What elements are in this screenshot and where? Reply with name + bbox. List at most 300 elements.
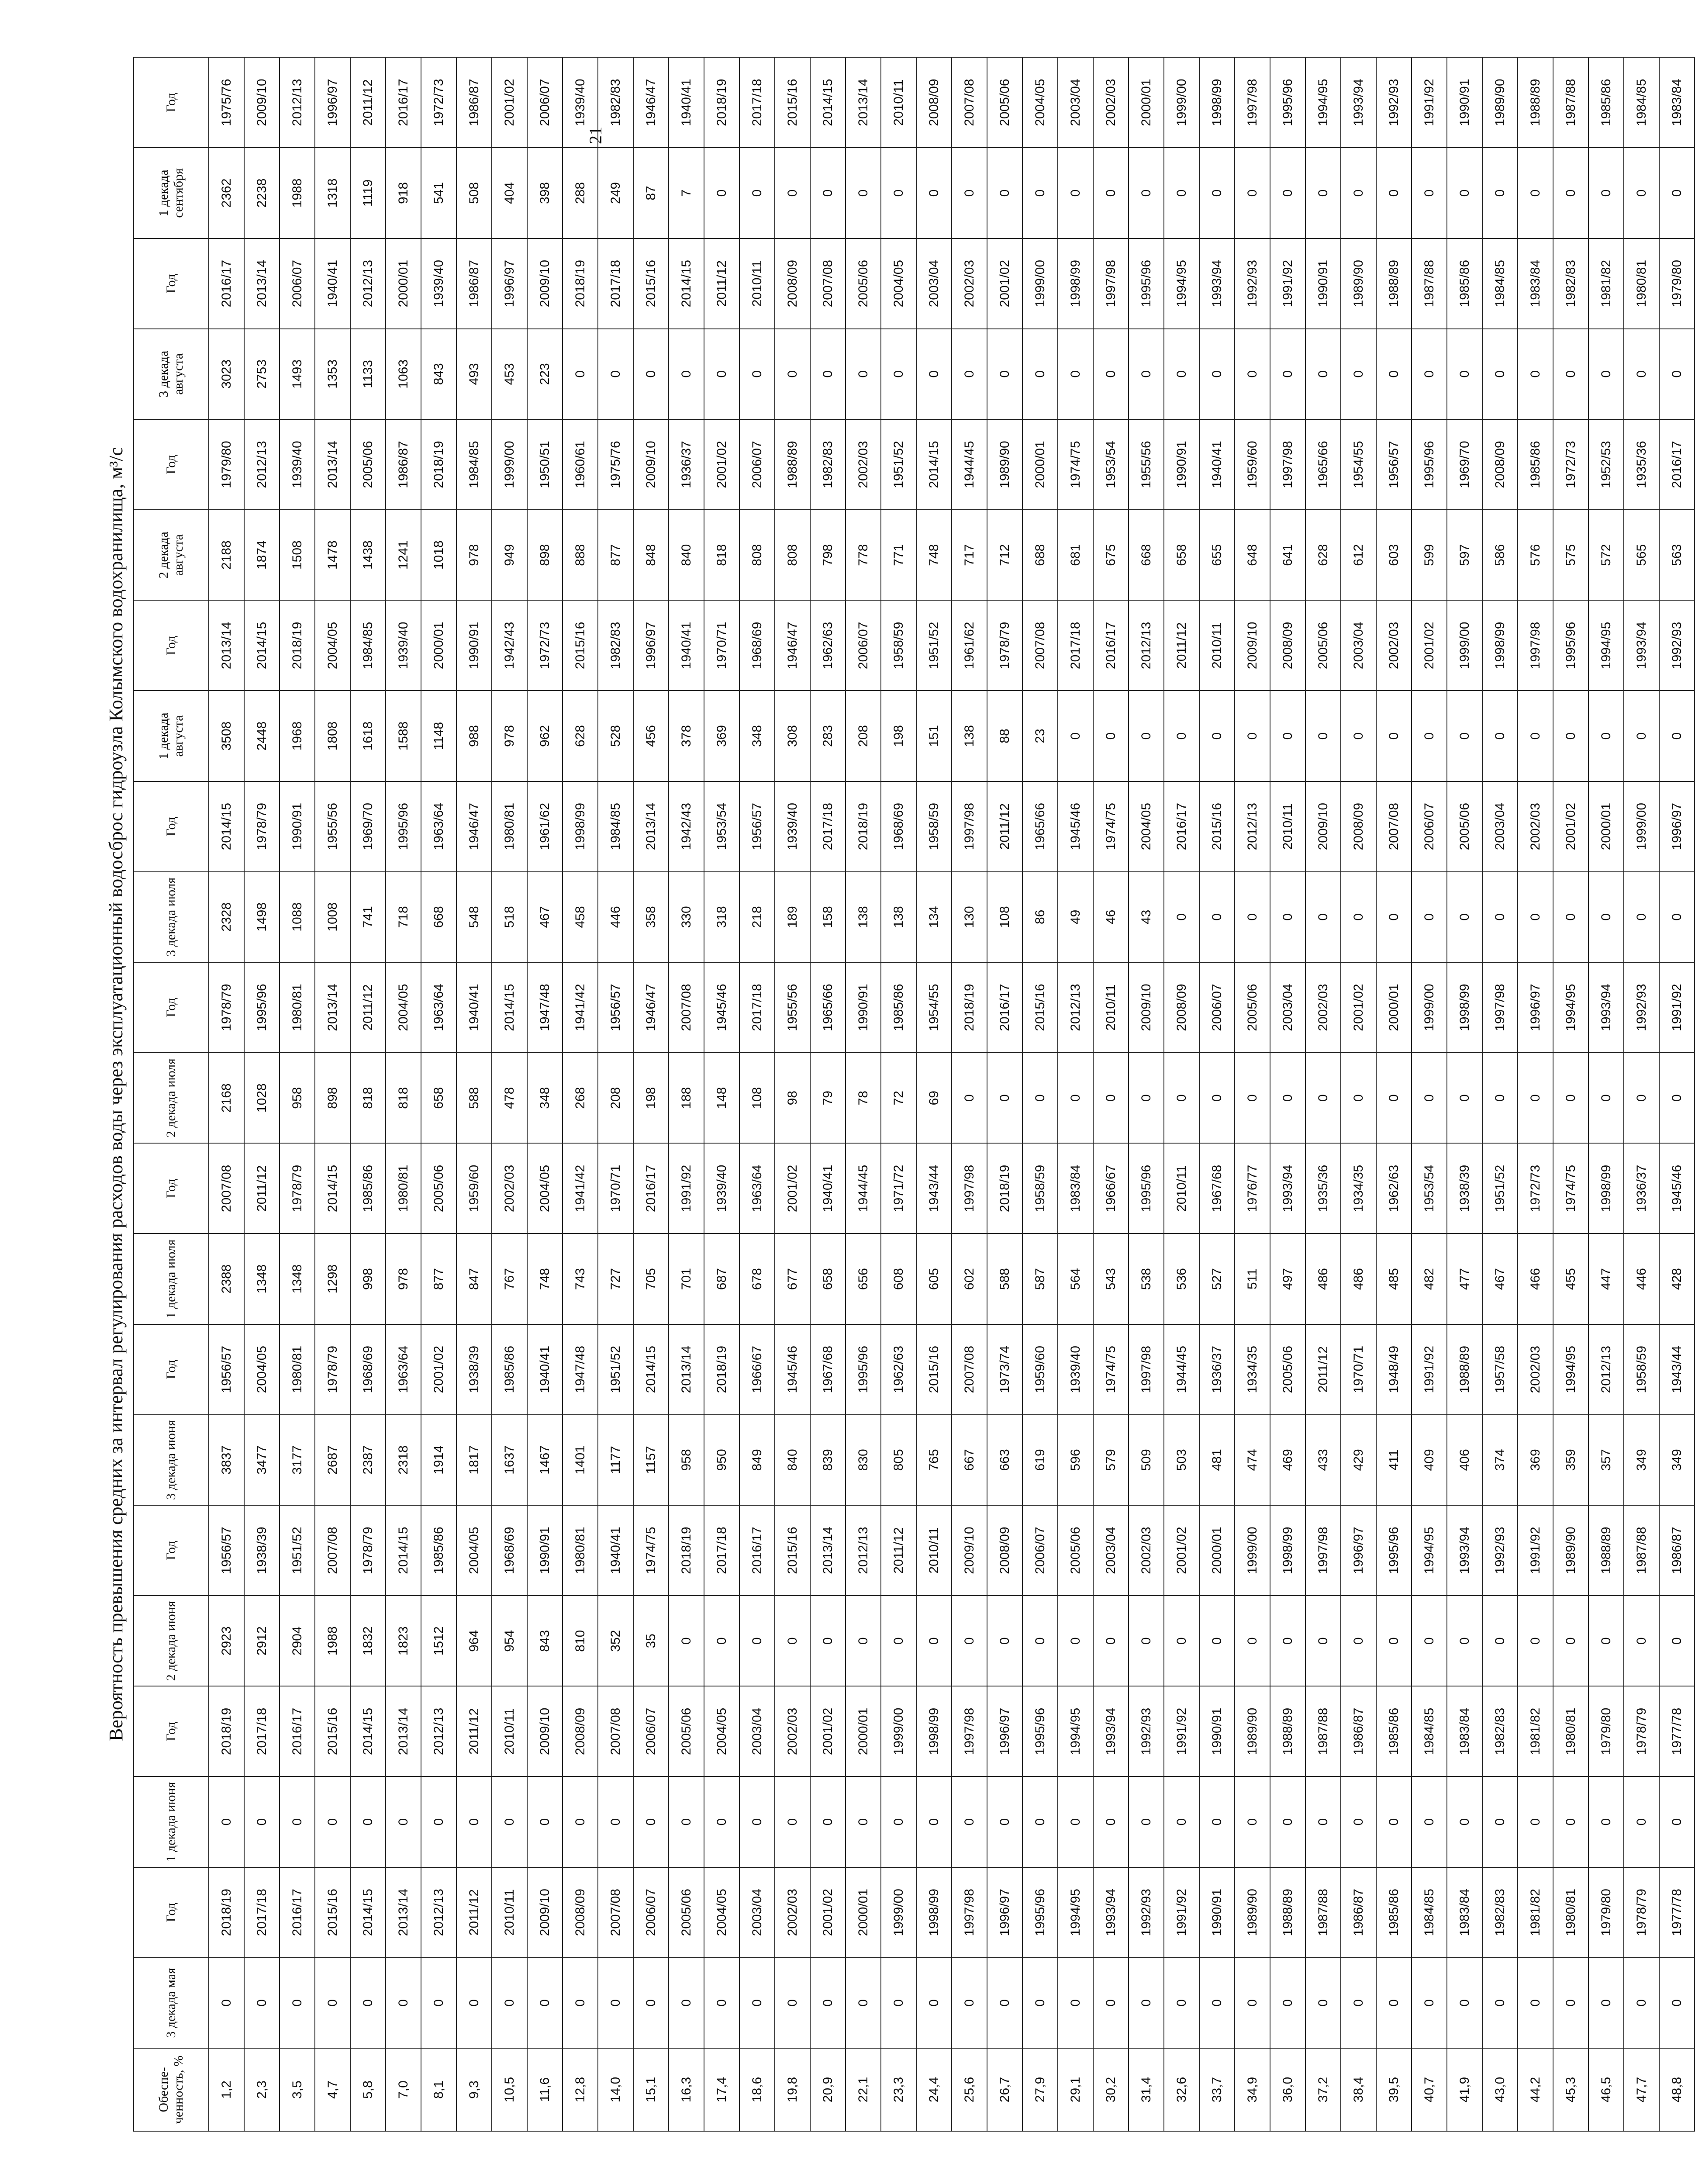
discharge-cell: 1823 xyxy=(386,1596,421,1686)
probability-cell: 3,5 xyxy=(280,2048,315,2131)
year-cell: 1998/99 xyxy=(1058,238,1093,329)
year-cell: 1986/87 xyxy=(456,57,492,148)
discharge-cell: 587 xyxy=(1022,1234,1058,1324)
discharge-cell: 0 xyxy=(916,1596,952,1686)
discharge-cell: 497 xyxy=(1270,1234,1305,1324)
year-cell: 1967/68 xyxy=(810,1324,846,1415)
year-cell: 1995/96 xyxy=(1129,1143,1164,1234)
discharge-cell: 348 xyxy=(527,1053,563,1143)
discharge-cell: 0 xyxy=(1235,1776,1270,1867)
table-row xyxy=(1058,57,1093,2131)
table-row xyxy=(1235,57,1270,2131)
discharge-cell: 1157 xyxy=(633,1415,669,1505)
discharge-cell: 3023 xyxy=(209,329,244,419)
discharge-cell: 268 xyxy=(563,1053,598,1143)
discharge-cell: 0 xyxy=(1093,329,1129,419)
year-cell: 2007/08 xyxy=(952,1324,987,1415)
discharge-cell: 0 xyxy=(1164,1053,1199,1143)
year-cell: 1936/37 xyxy=(669,419,704,510)
discharge-cell: 588 xyxy=(456,1053,492,1143)
year-cell: 2018/19 xyxy=(846,781,881,872)
probability-cell: 38,4 xyxy=(1341,2048,1376,2131)
year-cell: 1995/96 xyxy=(386,781,421,872)
discharge-cell: 0 xyxy=(704,1776,739,1867)
discharge-cell: 0 xyxy=(952,1776,987,1867)
column-header: 1 декада сентября xyxy=(134,148,209,238)
table-row xyxy=(952,57,987,2131)
discharge-cell: 0 xyxy=(1022,1958,1058,2048)
discharge-cell: 0 xyxy=(1659,1958,1695,2048)
year-cell: 1980/81 xyxy=(280,962,315,1053)
table-row xyxy=(386,57,421,2131)
year-cell: 1987/88 xyxy=(1412,238,1447,329)
year-cell: 1956/57 xyxy=(209,1324,244,1415)
year-cell: 2010/11 xyxy=(1093,962,1129,1053)
discharge-cell: 608 xyxy=(881,1234,916,1324)
year-cell: 1966/67 xyxy=(1093,1143,1129,1234)
year-cell: 2013/14 xyxy=(209,600,244,691)
discharge-cell: 743 xyxy=(563,1234,598,1324)
year-cell: 1994/95 xyxy=(1553,962,1588,1053)
discharge-cell: 1508 xyxy=(280,510,315,600)
discharge-cell: 0 xyxy=(1022,1596,1058,1686)
year-cell: 2014/15 xyxy=(810,57,846,148)
year-cell: 2008/09 xyxy=(1270,600,1305,691)
discharge-cell: 656 xyxy=(846,1234,881,1324)
probability-cell: 24,4 xyxy=(916,2048,952,2131)
discharge-cell: 0 xyxy=(1588,329,1624,419)
year-cell: 1986/87 xyxy=(1659,1505,1695,1596)
discharge-cell: 0 xyxy=(1341,148,1376,238)
discharge-cell: 1241 xyxy=(386,510,421,600)
year-cell: 2015/16 xyxy=(315,1867,350,1958)
discharge-cell: 548 xyxy=(456,872,492,962)
discharge-cell: 369 xyxy=(1518,1415,1553,1505)
year-cell: 1984/85 xyxy=(598,781,633,872)
discharge-cell: 0 xyxy=(1270,691,1305,781)
year-cell: 2005/06 xyxy=(669,1867,704,1958)
discharge-cell: 847 xyxy=(456,1234,492,1324)
table-row xyxy=(1447,57,1482,2131)
discharge-cell: 0 xyxy=(1270,1958,1305,2048)
discharge-cell: 0 xyxy=(669,329,704,419)
column-header: 3 декада июня xyxy=(134,1415,209,1505)
year-cell: 1985/86 xyxy=(350,1143,386,1234)
year-cell: 2018/19 xyxy=(952,962,987,1053)
discharge-cell: 0 xyxy=(1553,1776,1588,1867)
year-cell: 1943/44 xyxy=(1659,1324,1695,1415)
year-cell: 2008/09 xyxy=(916,57,952,148)
year-cell: 1970/71 xyxy=(598,1143,633,1234)
year-cell: 2004/05 xyxy=(244,1324,280,1415)
discharge-cell: 0 xyxy=(1058,1596,1093,1686)
discharge-cell: 2448 xyxy=(244,691,280,781)
discharge-cell: 0 xyxy=(527,1958,563,2048)
year-cell: 1939/40 xyxy=(280,419,315,510)
year-cell: 1951/52 xyxy=(280,1505,315,1596)
year-cell: 1984/85 xyxy=(1412,1686,1447,1776)
discharge-cell: 1808 xyxy=(315,691,350,781)
discharge-cell: 0 xyxy=(1058,1053,1093,1143)
year-cell: 1934/35 xyxy=(1235,1324,1270,1415)
year-cell: 1967/68 xyxy=(1199,1143,1235,1234)
year-cell: 1993/94 xyxy=(1199,238,1235,329)
year-cell: 1990/91 xyxy=(456,600,492,691)
discharge-cell: 1493 xyxy=(280,329,315,419)
year-cell: 1997/98 xyxy=(1305,1505,1341,1596)
year-cell: 1982/83 xyxy=(1482,1867,1518,1958)
discharge-cell: 138 xyxy=(952,691,987,781)
discharge-cell: 0 xyxy=(1659,1053,1695,1143)
year-cell: 1934/35 xyxy=(1341,1143,1376,1234)
discharge-cell: 0 xyxy=(987,1958,1022,2048)
year-cell: 1978/79 xyxy=(1624,1686,1659,1776)
discharge-cell: 0 xyxy=(916,1776,952,1867)
year-cell: 2000/01 xyxy=(1588,781,1624,872)
year-cell: 1941/42 xyxy=(563,962,598,1053)
discharge-cell: 681 xyxy=(1058,510,1093,600)
discharge-cell: 0 xyxy=(916,329,952,419)
year-cell: 1976/77 xyxy=(1235,1143,1270,1234)
table-row xyxy=(846,57,881,2131)
discharge-cell: 374 xyxy=(1482,1415,1518,1505)
year-cell: 2016/17 xyxy=(386,57,421,148)
year-cell: 2009/10 xyxy=(952,1505,987,1596)
year-cell: 2017/18 xyxy=(244,1867,280,1958)
discharge-cell: 599 xyxy=(1412,510,1447,600)
discharge-cell: 0 xyxy=(1199,691,1235,781)
discharge-cell: 138 xyxy=(881,872,916,962)
year-cell: 2017/18 xyxy=(810,781,846,872)
discharge-cell: 458 xyxy=(563,872,598,962)
discharge-cell: 0 xyxy=(1412,1596,1447,1686)
year-cell: 1985/86 xyxy=(1588,57,1624,148)
table-row xyxy=(916,57,952,2131)
discharge-cell: 954 xyxy=(492,1596,527,1686)
year-cell: 2013/14 xyxy=(386,1686,421,1776)
year-cell: 2008/09 xyxy=(1341,781,1376,872)
discharge-cell: 840 xyxy=(775,1415,810,1505)
discharge-cell: 0 xyxy=(1270,1596,1305,1686)
discharge-cell: 0 xyxy=(1518,1053,1553,1143)
year-cell: 1991/92 xyxy=(1412,1324,1447,1415)
year-cell: 1983/84 xyxy=(1447,1686,1482,1776)
year-cell: 1985/86 xyxy=(881,962,916,1053)
discharge-cell: 0 xyxy=(775,1958,810,2048)
year-cell: 1974/75 xyxy=(1093,781,1129,872)
discharge-cell: 0 xyxy=(1412,329,1447,419)
year-cell: 2001/02 xyxy=(810,1867,846,1958)
year-cell: 1963/64 xyxy=(421,962,456,1053)
year-cell: 2009/10 xyxy=(527,1867,563,1958)
year-cell: 1963/64 xyxy=(421,781,456,872)
year-cell: 2014/15 xyxy=(350,1686,386,1776)
year-cell: 1989/90 xyxy=(1482,57,1518,148)
year-cell: 1954/55 xyxy=(1341,419,1376,510)
year-cell: 1995/96 xyxy=(1022,1867,1058,1958)
year-cell: 2001/02 xyxy=(492,57,527,148)
year-cell: 2015/16 xyxy=(775,57,810,148)
year-cell: 2007/08 xyxy=(598,1686,633,1776)
table-row xyxy=(669,57,704,2131)
discharge-cell: 586 xyxy=(1482,510,1518,600)
year-cell: 1980/81 xyxy=(1624,238,1659,329)
year-cell: 2008/09 xyxy=(987,1505,1022,1596)
discharge-cell: 493 xyxy=(456,329,492,419)
year-cell: 1961/62 xyxy=(527,781,563,872)
year-cell: 1935/36 xyxy=(1305,1143,1341,1234)
discharge-cell: 283 xyxy=(810,691,846,781)
table-row xyxy=(810,57,846,2131)
discharge-cell: 0 xyxy=(1659,148,1695,238)
discharge-cell: 0 xyxy=(1341,1958,1376,2048)
year-cell: 1996/97 xyxy=(633,600,669,691)
year-cell: 2014/15 xyxy=(315,1143,350,1234)
discharge-cell: 658 xyxy=(1164,510,1199,600)
discharge-cell: 830 xyxy=(846,1415,881,1505)
discharge-cell: 2328 xyxy=(209,872,244,962)
year-cell: 2012/13 xyxy=(421,1686,456,1776)
discharge-cell: 808 xyxy=(775,510,810,600)
year-cell: 1987/88 xyxy=(1624,1505,1659,1596)
discharge-cell: 748 xyxy=(916,510,952,600)
discharge-cell: 0 xyxy=(1199,1596,1235,1686)
year-cell: 2005/06 xyxy=(350,419,386,510)
discharge-cell: 0 xyxy=(1518,1958,1553,2048)
year-cell: 2016/17 xyxy=(1164,781,1199,872)
year-cell: 1979/80 xyxy=(1588,1867,1624,1958)
year-cell: 1939/40 xyxy=(421,238,456,329)
year-cell: 2000/01 xyxy=(1022,419,1058,510)
year-cell: 2015/16 xyxy=(315,1686,350,1776)
discharge-cell: 108 xyxy=(739,1053,775,1143)
discharge-cell: 898 xyxy=(527,510,563,600)
discharge-cell: 134 xyxy=(916,872,952,962)
year-cell: 1978/79 xyxy=(350,1505,386,1596)
year-cell: 1978/79 xyxy=(244,781,280,872)
column-header: Год xyxy=(134,962,209,1053)
year-cell: 2007/08 xyxy=(1376,781,1412,872)
discharge-cell: 687 xyxy=(704,1234,739,1324)
year-cell: 1993/94 xyxy=(1588,962,1624,1053)
discharge-cell: 564 xyxy=(1058,1234,1093,1324)
year-cell: 1999/00 xyxy=(1447,600,1482,691)
discharge-cell: 352 xyxy=(598,1596,633,1686)
year-cell: 1982/83 xyxy=(1553,238,1588,329)
discharge-cell: 675 xyxy=(1093,510,1129,600)
discharge-cell: 2388 xyxy=(209,1234,244,1324)
table-row xyxy=(1624,57,1659,2131)
year-cell: 1969/70 xyxy=(1447,419,1482,510)
year-cell: 1996/97 xyxy=(1341,1505,1376,1596)
discharge-cell: 0 xyxy=(280,1958,315,2048)
discharge-cell: 0 xyxy=(1518,148,1553,238)
discharge-cell: 1133 xyxy=(350,329,386,419)
discharge-cell: 0 xyxy=(1482,1596,1518,1686)
column-header: Год xyxy=(134,600,209,691)
discharge-cell: 0 xyxy=(1376,1053,1412,1143)
table-row xyxy=(1412,57,1447,2131)
probability-cell: 46,5 xyxy=(1588,2048,1624,2131)
discharge-cell: 0 xyxy=(1199,1776,1235,1867)
column-header: 3 декада мая xyxy=(134,1958,209,2048)
discharge-cell: 398 xyxy=(527,148,563,238)
year-cell: 1985/86 xyxy=(1518,419,1553,510)
discharge-cell: 0 xyxy=(1341,329,1376,419)
year-cell: 2005/06 xyxy=(987,57,1022,148)
probability-cell: 11,6 xyxy=(527,2048,563,2131)
discharge-cell: 453 xyxy=(492,329,527,419)
discharge-cell: 0 xyxy=(1164,872,1199,962)
table-row xyxy=(775,57,810,2131)
discharge-cell: 0 xyxy=(1022,1053,1058,1143)
year-cell: 1965/66 xyxy=(1305,419,1341,510)
discharge-cell: 1988 xyxy=(280,148,315,238)
year-cell: 1938/39 xyxy=(1447,1143,1482,1234)
discharge-cell: 808 xyxy=(739,510,775,600)
discharge-cell: 0 xyxy=(1305,872,1341,962)
discharge-cell: 0 xyxy=(209,1958,244,2048)
discharge-cell: 958 xyxy=(280,1053,315,1143)
year-cell: 1984/85 xyxy=(1412,1867,1447,1958)
discharge-cell: 0 xyxy=(1058,148,1093,238)
year-cell: 1950/51 xyxy=(527,419,563,510)
discharge-cell: 0 xyxy=(1376,1596,1412,1686)
year-cell: 2009/10 xyxy=(1129,962,1164,1053)
discharge-cell: 0 xyxy=(209,1776,244,1867)
discharge-cell: 543 xyxy=(1093,1234,1129,1324)
year-cell: 2002/03 xyxy=(1518,781,1553,872)
discharge-cell: 0 xyxy=(1624,1958,1659,2048)
discharge-cell: 151 xyxy=(916,691,952,781)
discharge-cell: 1498 xyxy=(244,872,280,962)
discharge-cell: 641 xyxy=(1270,510,1305,600)
year-cell: 1998/99 xyxy=(1270,1505,1305,1596)
discharge-cell: 486 xyxy=(1305,1234,1341,1324)
year-cell: 1986/87 xyxy=(1341,1686,1376,1776)
discharge-cell: 0 xyxy=(1305,329,1341,419)
year-cell: 2004/05 xyxy=(386,962,421,1053)
discharge-cell: 0 xyxy=(1553,148,1588,238)
year-cell: 2016/17 xyxy=(739,1505,775,1596)
discharge-cell: 485 xyxy=(1376,1234,1412,1324)
year-cell: 1991/92 xyxy=(1164,1867,1199,1958)
year-cell: 2004/05 xyxy=(456,1505,492,1596)
discharge-cell: 0 xyxy=(1659,1776,1695,1867)
discharge-cell: 0 xyxy=(1341,1776,1376,1867)
discharge-cell: 1348 xyxy=(244,1234,280,1324)
year-cell: 1953/54 xyxy=(1412,1143,1447,1234)
year-cell: 1958/59 xyxy=(1624,1324,1659,1415)
year-cell: 2002/03 xyxy=(1093,57,1129,148)
year-cell: 1978/79 xyxy=(1624,1867,1659,1958)
table-header-row xyxy=(134,57,209,2131)
discharge-cell: 0 xyxy=(244,1958,280,2048)
year-cell: 1974/75 xyxy=(1553,1143,1588,1234)
discharge-cell: 0 xyxy=(810,1596,846,1686)
year-cell: 1941/42 xyxy=(563,1143,598,1234)
discharge-cell: 1637 xyxy=(492,1415,527,1505)
discharge-cell: 1148 xyxy=(421,691,456,781)
year-cell: 1947/48 xyxy=(527,962,563,1053)
probability-cell: 22,1 xyxy=(846,2048,881,2131)
year-cell: 2012/13 xyxy=(846,1505,881,1596)
probability-cell: 48,8 xyxy=(1659,2048,1695,2131)
year-cell: 1956/57 xyxy=(1376,419,1412,510)
year-cell: 1936/37 xyxy=(1199,1324,1235,1415)
year-cell: 1939/40 xyxy=(1058,1324,1093,1415)
year-cell: 1982/83 xyxy=(598,600,633,691)
discharge-cell: 2188 xyxy=(209,510,244,600)
year-cell: 1996/97 xyxy=(1518,962,1553,1053)
discharge-cell: 998 xyxy=(350,1234,386,1324)
year-cell: 1983/84 xyxy=(1447,1867,1482,1958)
year-cell: 1992/93 xyxy=(1235,238,1270,329)
year-cell: 1938/39 xyxy=(244,1505,280,1596)
year-cell: 1978/79 xyxy=(280,1143,315,1234)
discharge-cell: 0 xyxy=(1093,1958,1129,2048)
discharge-cell: 318 xyxy=(704,872,739,962)
discharge-cell: 597 xyxy=(1447,510,1482,600)
year-cell: 2005/06 xyxy=(1305,600,1341,691)
discharge-cell: 0 xyxy=(1624,691,1659,781)
probability-cell: 41,9 xyxy=(1447,2048,1482,2131)
year-cell: 1955/56 xyxy=(775,962,810,1053)
year-cell: 1940/41 xyxy=(1199,419,1235,510)
year-cell: 1980/81 xyxy=(1553,1867,1588,1958)
table-row xyxy=(739,57,775,2131)
year-cell: 1972/73 xyxy=(527,600,563,691)
year-cell: 2013/14 xyxy=(669,1324,704,1415)
probability-cell: 26,7 xyxy=(987,2048,1022,2131)
table-row xyxy=(598,57,633,2131)
discharge-cell: 1874 xyxy=(244,510,280,600)
discharge-cell: 0 xyxy=(1518,329,1553,419)
year-cell: 1993/94 xyxy=(1093,1867,1129,1958)
discharge-cell: 0 xyxy=(1659,1596,1695,1686)
year-cell: 2004/05 xyxy=(704,1686,739,1776)
discharge-cell: 0 xyxy=(1129,148,1164,238)
discharge-cell: 0 xyxy=(1270,1053,1305,1143)
year-cell: 1951/52 xyxy=(1482,1143,1518,1234)
year-cell: 1940/41 xyxy=(669,57,704,148)
discharge-cell: 0 xyxy=(775,329,810,419)
discharge-cell: 0 xyxy=(1553,1596,1588,1686)
discharge-cell: 0 xyxy=(987,1776,1022,1867)
column-header: 1 декада августа xyxy=(134,691,209,781)
year-cell: 1983/84 xyxy=(1659,57,1695,148)
discharge-cell: 0 xyxy=(1588,872,1624,962)
year-cell: 2001/02 xyxy=(1412,600,1447,691)
year-cell: 2012/13 xyxy=(350,238,386,329)
year-cell: 1972/73 xyxy=(1553,419,1588,510)
probability-cell: 27,9 xyxy=(1022,2048,1058,2131)
year-cell: 1965/66 xyxy=(1022,781,1058,872)
year-cell: 1959/60 xyxy=(1022,1324,1058,1415)
year-cell: 2002/03 xyxy=(492,1143,527,1234)
year-cell: 2005/06 xyxy=(669,1686,704,1776)
table-body xyxy=(209,57,1695,2131)
discharge-cell: 467 xyxy=(1482,1234,1518,1324)
year-cell: 2015/16 xyxy=(1022,962,1058,1053)
discharge-cell: 0 xyxy=(1624,872,1659,962)
year-cell: 1974/75 xyxy=(1093,1324,1129,1415)
table-row xyxy=(1588,57,1624,2131)
table-row xyxy=(350,57,386,2131)
year-cell: 1955/56 xyxy=(1129,419,1164,510)
discharge-cell: 767 xyxy=(492,1234,527,1324)
year-cell: 2018/19 xyxy=(280,600,315,691)
